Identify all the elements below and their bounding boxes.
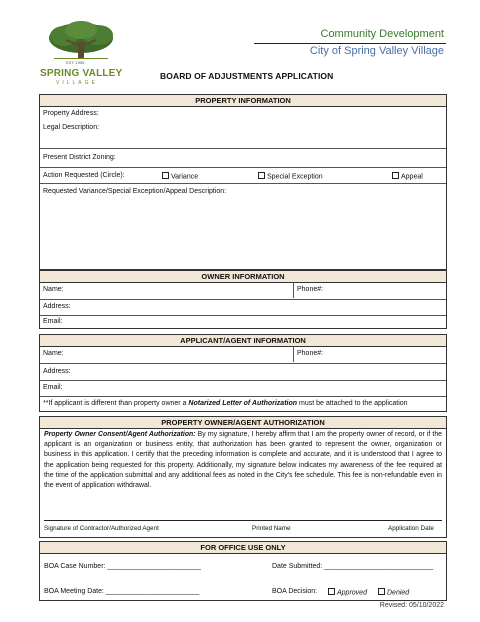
- applicant-name-row[interactable]: [40, 346, 446, 364]
- option-label: Denied: [387, 589, 410, 597]
- city-name: City of Spring Valley Village: [309, 45, 444, 57]
- checkbox-icon: [378, 588, 385, 595]
- applicant-address-field[interactable]: [40, 364, 446, 381]
- owner-email-field[interactable]: [40, 316, 446, 329]
- authorization-paragraph: [44, 430, 442, 491]
- applicant-info-section: [39, 334, 447, 412]
- field-label: Name:: [43, 350, 64, 357]
- appeal-option[interactable]: [392, 172, 423, 181]
- notarized-letter-note: [40, 397, 446, 411]
- authorization-section: [39, 416, 447, 538]
- checkbox-icon: [392, 172, 399, 179]
- boa-meeting-date-field[interactable]: BOA Meeting Date: ________________________: [44, 588, 200, 595]
- date-submitted-field[interactable]: Date Submitted: ____________________________: [272, 563, 434, 570]
- option-label: Variance: [171, 173, 199, 181]
- section-heading: PROPERTY OWNER/AGENT AUTHORIZATION: [40, 417, 446, 429]
- description-field[interactable]: [40, 184, 446, 269]
- application-date-label: Application Date: [388, 525, 434, 532]
- checkbox-icon: [162, 172, 169, 179]
- department-name: Community Development: [320, 28, 444, 40]
- denied-option[interactable]: [378, 588, 409, 597]
- checkbox-icon: [328, 588, 335, 595]
- owner-info-section: [39, 270, 447, 329]
- note-emphasis: Notarized Letter of Authorization: [188, 400, 298, 407]
- action-requested-row: [40, 168, 446, 184]
- field-label: Property Address:: [43, 110, 99, 117]
- owner-name-row[interactable]: [40, 282, 446, 300]
- owner-address-field[interactable]: [40, 300, 446, 316]
- applicant-email-field[interactable]: [40, 381, 446, 397]
- brand-name: SPRING VALLEY: [40, 68, 123, 79]
- divider: [293, 346, 294, 362]
- office-use-section: [39, 541, 447, 601]
- variance-option[interactable]: [162, 172, 198, 181]
- field-label: Action Requested (Circle):: [43, 172, 125, 179]
- field-label: Address:: [43, 303, 71, 310]
- checkbox-icon: [258, 172, 265, 179]
- field-label: Email:: [43, 384, 63, 391]
- field-label: Name:: [43, 286, 64, 293]
- property-info-section: [39, 94, 447, 270]
- brand-subtitle: VILLAGE: [56, 80, 98, 86]
- approved-option[interactable]: [328, 588, 367, 597]
- property-address-field[interactable]: [40, 106, 446, 115]
- divider: [293, 282, 294, 298]
- field-label: Legal Description:: [43, 124, 100, 131]
- field-label: Phone#:: [297, 286, 324, 293]
- note-suffix: must be attached to the application: [297, 400, 408, 407]
- section-heading: PROPERTY INFORMATION: [40, 95, 446, 107]
- note-text: [43, 400, 408, 407]
- boa-case-number-field[interactable]: BOA Case Number: ________________________: [44, 563, 201, 570]
- legal-description-field[interactable]: [40, 119, 446, 149]
- special-exception-option[interactable]: [258, 172, 323, 181]
- boa-decision-label: BOA Decision:: [272, 588, 318, 595]
- header-divider: [254, 43, 446, 44]
- option-label: Special Exception: [267, 173, 323, 181]
- field-label: Requested Variance/Special Exception/Appeal Description:: [43, 188, 227, 195]
- section-heading: APPLICANT/AGENT INFORMATION: [40, 335, 446, 347]
- field-label: Email:: [43, 318, 63, 325]
- option-label: Approved: [337, 589, 367, 597]
- est-label: EST. 1955: [66, 60, 85, 65]
- signature-line[interactable]: [44, 520, 442, 521]
- field-label: Phone#:: [297, 350, 324, 357]
- page-title: BOARD OF ADJUSTMENTS APPLICATION: [160, 71, 334, 81]
- revision-date: Revised: 05/10/2022: [379, 602, 444, 609]
- field-label: Present District Zoning:: [43, 154, 116, 161]
- zoning-field[interactable]: [40, 149, 446, 168]
- section-heading: OWNER INFORMATION: [40, 271, 446, 283]
- section-heading: FOR OFFICE USE ONLY: [40, 542, 446, 554]
- note-prefix: **If applicant is different than property owner a: [43, 400, 189, 407]
- signature-label: Signature of Contractor/Authorized Agent: [44, 525, 159, 532]
- field-label: Address:: [43, 368, 71, 375]
- printed-name-label: Printed Name: [252, 525, 291, 532]
- option-label: Appeal: [401, 173, 423, 181]
- authorization-lead: Property Owner Consent/Agent Authorization:: [44, 431, 196, 438]
- authorization-body: By my signature, I hereby affirm that I am the property owner of record, or if the applicant is an organization or business entity, that authorization has been granted to represent the owner, organization or business in this application. I certify that the preceding information is complete and accurate, and it is understood that I agree to the application being requested for this property. Additionally, my signature below indicates my awareness of the fee required at the time of the application submittal and any additional fees as noted in the City's fee schedule. This fee is non-refundable even in the event of application withdrawal.: [44, 431, 442, 490]
